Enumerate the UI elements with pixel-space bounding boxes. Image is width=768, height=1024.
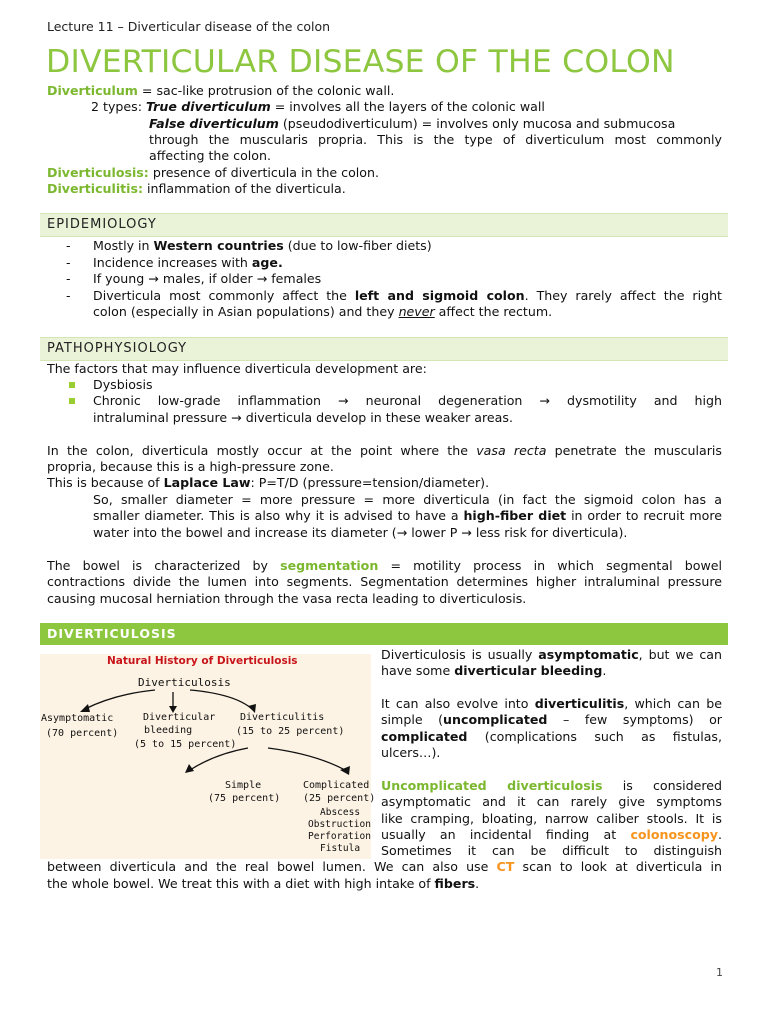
arrowhead-icon [340, 766, 350, 775]
diverticulosis-r1: Diverticulosis is usually asymptomatic, but we can [381, 647, 722, 662]
section-header-pathophysiology: PATHOPHYSIOLOGY [40, 337, 728, 361]
square-bullet-icon [69, 382, 75, 388]
patho-para4-line1: The bowel is characterized by segmentation = motility process in which segmental bowel [47, 558, 722, 573]
patho-para1-line2: propria, because this is a high-pressure zone. [47, 459, 334, 474]
arrowhead-icon [80, 704, 90, 712]
dash-bullet: - [66, 271, 71, 286]
arrow-to-diverticulitis [190, 690, 252, 709]
dash-bullet: - [66, 288, 71, 303]
diagram-complicated: Complicated [303, 780, 370, 791]
definition-false-line2: through the muscularis propria. This is the type of diverticulum most commonly [149, 132, 722, 147]
diverticulosis-r7: Uncomplicated diverticulosis is considered [381, 778, 723, 793]
diagram-perforation: Perforation [308, 831, 371, 842]
definition-types: 2 types: True diverticulum = involves all the layers of the colonic wall [91, 99, 545, 114]
diverticulosis-full2: the whole bowel. We treat this with a diet with high intake of fibers. [47, 876, 480, 891]
lecture-header: Lecture 11 – Diverticular disease of the colon [47, 19, 331, 34]
diverticulosis-r4: simple (uncomplicated – few symptoms) or [381, 712, 722, 727]
diverticulosis-r8: asymptomatic and it can rarely give symptoms [381, 794, 722, 809]
natural-history-diagram [40, 654, 376, 859]
diagram-title: Natural History of Diverticulosis [107, 655, 298, 667]
diagram-bleeding-pct: (5 to 15 percent) [134, 739, 237, 750]
arrow-to-simple [190, 748, 248, 770]
diverticulosis-r6: ulcers…). [381, 745, 441, 760]
epidemiology-item-1: Mostly in Western countries (due to low-fiber diets) [93, 238, 432, 253]
dash-bullet: - [66, 238, 71, 253]
diagram-simple: Simple [225, 780, 262, 791]
definition-false-line3: affecting the colon. [149, 148, 271, 163]
page-number: 1 [716, 966, 723, 979]
arrow-to-complicated [268, 748, 345, 770]
definition-diverticulum: Diverticulum = sac-like protrusion of the colonic wall. [47, 83, 395, 98]
diverticulosis-full1: between diverticula and the real bowel lumen. We can also use CT scan to look at diverticula in [47, 859, 722, 874]
square-bullet-icon [69, 398, 75, 404]
diagram-fistula: Fistula [320, 843, 361, 854]
diverticulosis-r9: like cramping, bloating, narrow caliber stools. It is [381, 811, 722, 826]
arrow-to-asymptomatic [85, 690, 155, 709]
page-title: DIVERTICULAR DISEASE OF THE COLON [46, 44, 675, 80]
diagram-root: Diverticulosis [138, 676, 231, 689]
patho-lead: The factors that may influence diverticula development are: [47, 361, 427, 376]
diagram-diverticulitis-pct: (15 to 25 percent) [236, 726, 345, 737]
diverticulosis-r2: have some diverticular bleeding. [381, 663, 607, 678]
definition-diverticulitis: Diverticulitis: inflammation of the diverticula. [47, 181, 346, 196]
patho-para4-line2: contractions divide the lumen into segments. Segmentation determines higher intraluminal pressure [47, 574, 722, 589]
diverticulosis-r5: complicated (complications such as fistulas, [381, 729, 722, 744]
epidemiology-item-2: Incidence increases with age. [93, 255, 283, 270]
patho-para1-line1: In the colon, diverticula mostly occur at the point where the vasa recta penetrate the muscularis [47, 443, 722, 458]
patho-para3-line1: So, smaller diameter = more pressure = more diverticula (in fact the sigmoid colon has a [93, 492, 722, 507]
patho-factor-2: Chronic low-grade inflammation → neuronal degeneration → dysmotility and high [93, 393, 722, 408]
diagram-abscess: Abscess [320, 807, 361, 818]
patho-para4-line3: causing mucosal herniation through the vasa recta leading to diverticulosis. [47, 591, 527, 606]
epidemiology-item-4: Diverticula most commonly affect the left and sigmoid colon. They rarely affect the right [93, 288, 722, 303]
diverticulosis-r10: usually an incidental finding at colonoscopy. [381, 827, 722, 842]
diagram-bleeding-1: Diverticular [143, 712, 216, 723]
diverticulosis-r3: It can also evolve into diverticulitis, which can be [381, 696, 722, 711]
diagram-simple-pct: (75 percent) [208, 793, 281, 804]
patho-para3-line3: water into the bowel and increase its diameter (→ lower P → less risk for diverticula). [93, 525, 628, 540]
definition-false-line1: False diverticulum (pseudodiverticulum) = involves only mucosa and submucosa [149, 116, 676, 131]
diagram-obstruction: Obstruction [308, 819, 371, 830]
diverticulosis-r11: Sometimes it can be difficult to distinguish [381, 843, 722, 858]
diagram-asymptomatic-pct: (70 percent) [46, 728, 119, 739]
patho-laplace: This is because of Laplace Law: P=T/D (pressure=tension/diameter). [47, 475, 490, 490]
epidemiology-item-3: If young → males, if older → females [93, 271, 322, 286]
diagram-diverticulitis: Diverticulitis [240, 712, 325, 723]
patho-factor-2-cont: intraluminal pressure → diverticula develop in these weaker areas. [93, 410, 513, 425]
diagram-asymptomatic: Asymptomatic [41, 713, 114, 724]
dash-bullet: - [66, 255, 71, 270]
epidemiology-item-4-cont: colon (especially in Asian populations) and they never affect the rectum. [93, 304, 553, 319]
diagram-bleeding-2: bleeding [144, 725, 193, 736]
patho-para3-line2: smaller diameter. This is also why it is advised to have a high-fiber diet in order to recruit more [93, 508, 722, 523]
section-header-epidemiology: EPIDEMIOLOGY [40, 213, 728, 237]
section-header-diverticulosis: DIVERTICULOSIS [40, 623, 728, 645]
definition-diverticulosis: Diverticulosis: presence of diverticula in the colon. [47, 165, 379, 180]
diagram-complicated-pct: (25 percent) [303, 793, 376, 804]
patho-factor-1: Dysbiosis [93, 377, 153, 392]
